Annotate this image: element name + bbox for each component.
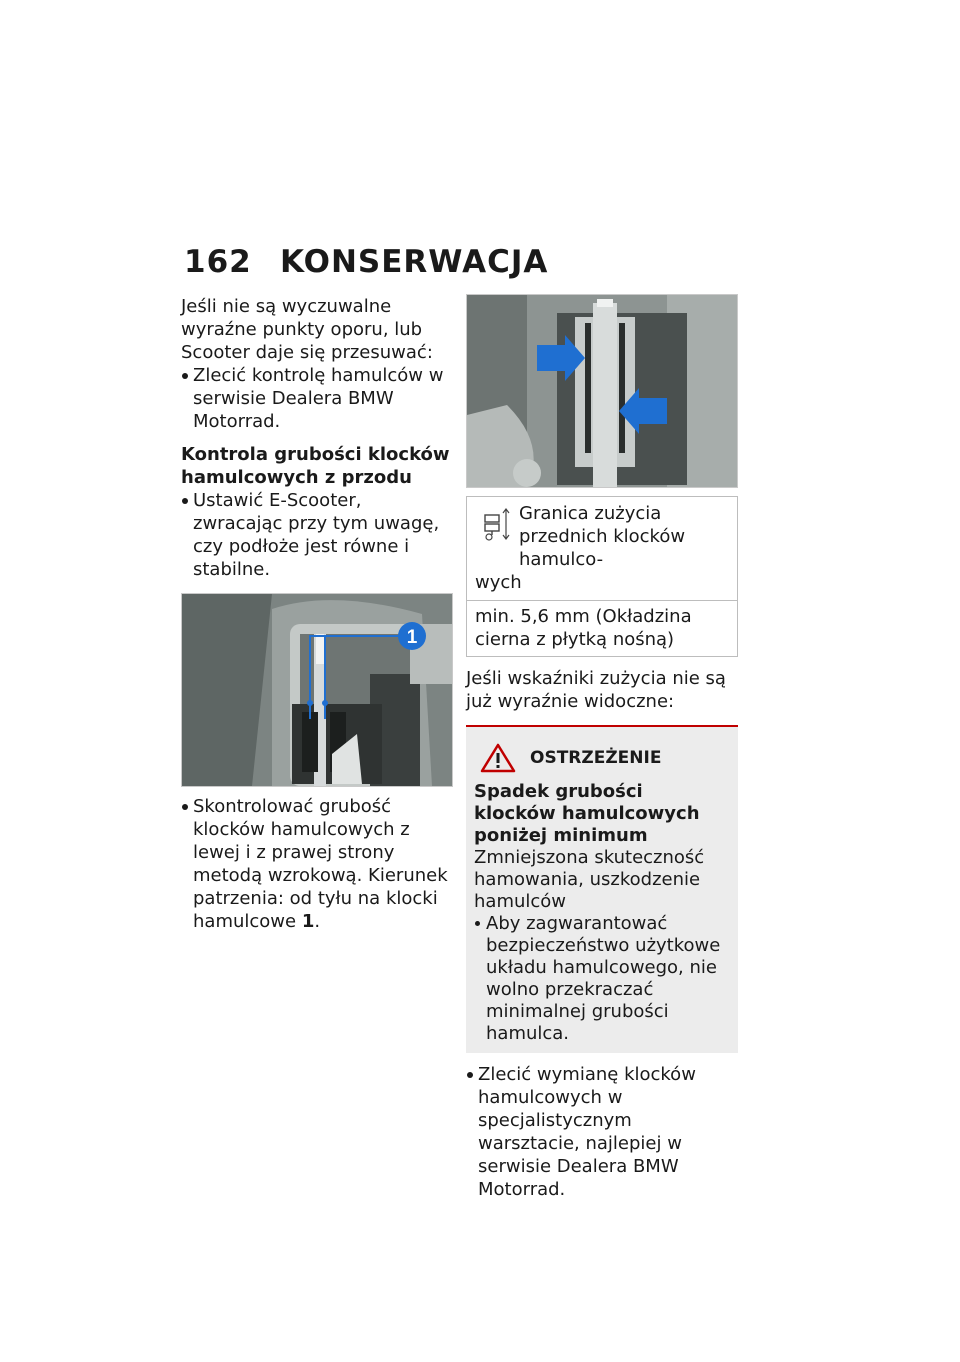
bullet-check-text: Skontrolować grubość klocków hamulcowych z lewej i z prawej strony metodą wzrokową. Kierunek patrzenia: od tyłu na klocki hamulcowe — [193, 796, 448, 932]
intro-text: Jeśli nie są wyczuwalne wyraźne punkty oporu, lub Scooter daje się przesuwać: — [181, 296, 433, 363]
chapter-title: KONSERWACJA — [280, 244, 549, 280]
bullet-position: Ustawić E-Scooter, zwracając przy tym uwagę, czy podłoże jest równe i stabilne. — [181, 489, 453, 581]
brake-pads-rear-view-photo — [181, 593, 453, 787]
if-indicators-visible-text: Jeśli wskaźniki zużycia nie są już wyraźnie widoczne: — [466, 668, 726, 712]
wear-limit-spec-table — [466, 496, 738, 657]
bullet-dealer: Zlecić kontrolę hamulców w serwisie Dealera BMW Motorrad. — [181, 364, 453, 433]
brake-caliper-wear-indicator-photo — [466, 294, 738, 488]
photo-illustration — [467, 295, 737, 487]
figure-callout-1: 1 — [406, 627, 418, 648]
spec-title-row — [467, 497, 737, 601]
warning-box — [466, 725, 738, 1053]
warning-label: OSTRZEŻENIE — [530, 748, 662, 768]
bullet-check-end: . — [314, 911, 321, 932]
brake-pad-wear-icon — [481, 507, 511, 541]
warning-title: Spadek grubości klocków hamulcowych poniżej minimum — [474, 781, 700, 846]
page-number: 162 — [184, 244, 252, 280]
spec-title-tail: wych — [475, 572, 522, 593]
spec-title: Granica zużycia przednich klocków hamulco- — [519, 503, 686, 570]
right-column — [466, 294, 738, 1201]
warning-text: Zmniejszona skuteczność hamowania, uszkodzenie hamulców — [474, 847, 705, 912]
section-heading: Kontrola grubości klocków hamulcowych z przodu — [181, 444, 450, 488]
bullet-check — [181, 795, 453, 933]
bullet-check-ref: 1 — [301, 911, 315, 932]
photo-illustration — [182, 594, 452, 786]
warning-header — [480, 743, 730, 773]
warning-bullet: Aby zagwarantować bezpieczeństwo użytkowe układu hamulcowego, nie wolno przekraczać minimalnej grubości hamulca. — [474, 913, 730, 1045]
left-column — [181, 295, 453, 933]
warning-triangle-icon — [480, 743, 516, 773]
bullet-replace: Zlecić wymianę klocków hamulcowych w specjalistycznym warsztacie, najlepiej w serwisie Dealera BMW Motorrad. — [466, 1063, 738, 1201]
page-header — [184, 244, 548, 280]
spec-value: min. 5,6 mm (Okładzina cierna z płytką nośną) — [475, 606, 692, 650]
